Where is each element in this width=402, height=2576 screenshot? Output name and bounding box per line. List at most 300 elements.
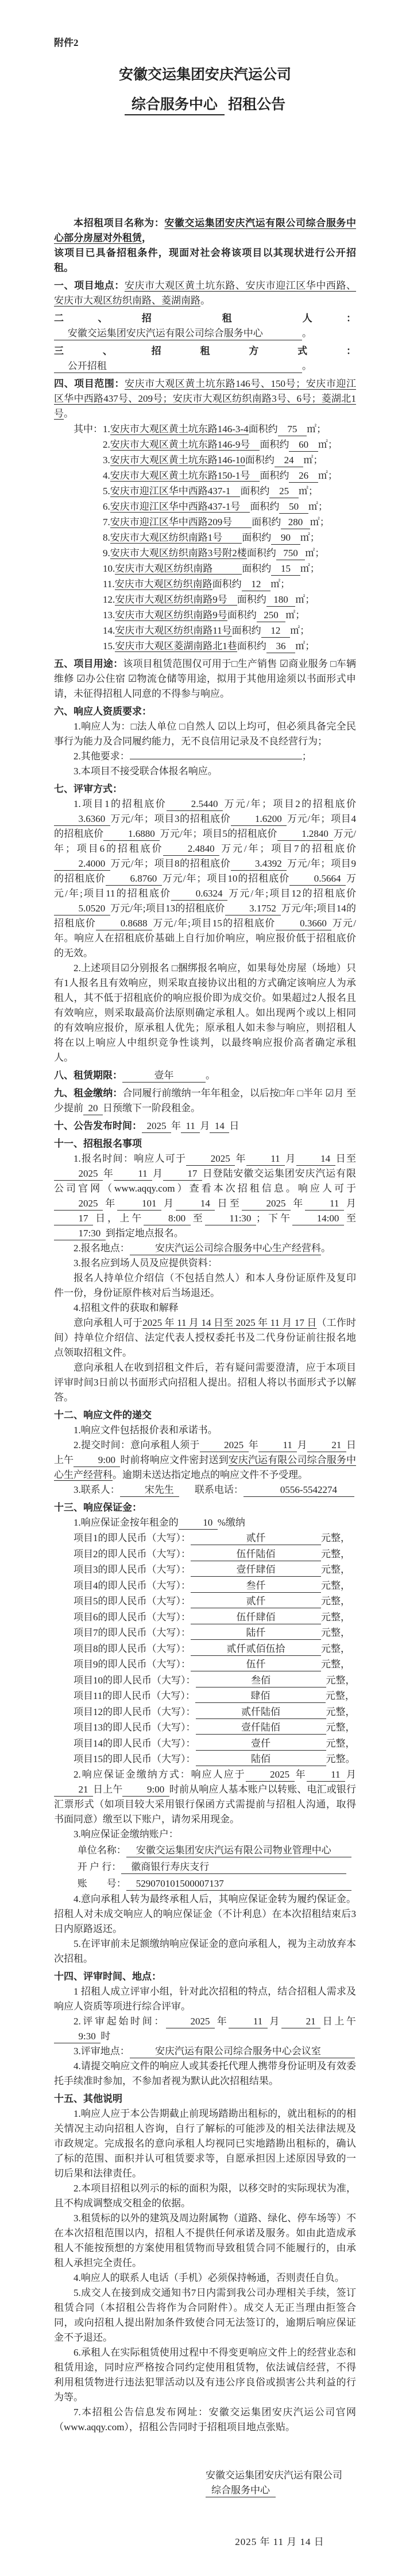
registration-time-run: 11 <box>246 1152 285 1166</box>
scope-item-area-value: 15 <box>271 562 300 576</box>
method-value: 公开招租 <box>54 359 302 373</box>
project-name-value: 安徽交运集团安庆汽运有限公司综合服务中心部分房屋对外租赁 <box>54 218 357 243</box>
floor-price-run: 1.6200 <box>231 812 287 826</box>
deposit-account-list <box>54 1842 356 1892</box>
floor-price-run: 2.4000 <box>54 857 110 871</box>
floor-price-run: 万元/年；项目6的招租底价 <box>54 828 356 854</box>
review-method-item-2: 2.上述项目☑分别报名 □捆绑报名响应，如果每处房屋（场地）只有1人报名且有效响应，则采取直接协议出租的方式确定该响应人为承租人，其不低于招租底价的响应报价即为成交价。如果超过2人报名且有效响应，则采取最高价法原则确定承租人。如出现两个或以上相同的有效响应报价，原承租人优先；原承租人如未参与响应，则招租人将在以上响应人中组织竞争性谈判，以最终响应报价高者确定承租人。 <box>54 963 356 1063</box>
scope-item-number: 1. <box>103 424 110 434</box>
section-11-label: 十一、招租报名事项 <box>54 1138 142 1149</box>
section-9-rent-payment <box>54 1086 356 1116</box>
document-obtain-run: （工作时间）持单位介绍信、法定代表人授权委托书及二代身份证前往报名地点领取招租文件。 <box>54 1317 356 1358</box>
location-value: 安庆市大观区黄土坑东路、安庆市迎江区华中西路、安庆市大观区纺织南路、菱湖南路 <box>54 280 357 306</box>
scope-value: 安庆市大观区黄土坑东路146号、150号；安庆市迎江区华中西路437号、209号；安庆市大观区纺织南路3号、6号；菱湖北1号 <box>54 378 356 419</box>
floor-price-paragraph <box>54 797 356 961</box>
lease-term-value: 壹年 <box>122 1069 206 1083</box>
floor-price-run: 0.5664 <box>289 872 346 886</box>
deposit-rate-run: %缴纳 <box>217 1517 245 1528</box>
other-note-7: 7.本招租公告信息发布网址：安徽交运集团安庆汽运公司官网（www.aqqy.com），招租公告同时于招租项目地点张贴。 <box>54 2406 356 2433</box>
floor-price-run: 万元/年。响应人在招租底价基础上自行加价响应，响应报价低于招租底价的无效。 <box>54 918 356 959</box>
scope-item <box>103 530 356 545</box>
section-15-label: 十五、其他说明 <box>54 2093 122 2104</box>
floor-price-run: 1.6880 <box>103 827 160 841</box>
registration-time-paragraph <box>54 1151 356 1241</box>
deposit-payment-run: 2025 <box>246 1768 295 1782</box>
scope-item-area-value: 36 <box>266 639 296 653</box>
deposit-amount-value: 伍仟陆佰 <box>191 1547 321 1561</box>
section-1-location <box>54 278 356 308</box>
scope-item-number: 2. <box>103 439 110 450</box>
scope-item-number: 15. <box>103 641 115 651</box>
section-14-label: 十四、评审时间、地点： <box>54 1970 161 1982</box>
registration-time-run: 17:30 <box>54 1227 106 1240</box>
section-9-label: 九、租金缴纳： <box>54 1088 123 1099</box>
deposit-item-tail: 元整， <box>326 1737 355 1749</box>
clarification-paragraph: 意向承租人在收到招租文件后，若有疑问需要澄清，应于本项目评审时间3日前以书面形式向招租人提出。招租人将以书面形式予以解答。 <box>54 1362 356 1403</box>
contact-phone-value: 0556-5542274 <box>243 1483 354 1497</box>
scope-item-address: 安庆市大观区黄土坑东路146-10 <box>110 455 245 465</box>
account-row <box>78 1842 356 1859</box>
registration-materials-body: 报名人持单位介绍信（不包括自然人）和本人身份证原件及复印件一份，身份证原件核对后当场退还。 <box>54 1273 356 1298</box>
scope-item <box>103 561 356 576</box>
scope-item-area-value: 280 <box>281 515 310 529</box>
section-2-tail: 。 <box>302 328 312 339</box>
qualification-item-2 <box>54 749 356 764</box>
account-row <box>78 1875 356 1892</box>
scope-item <box>103 607 356 623</box>
registration-time-run: 11 <box>114 1167 152 1181</box>
registration-place-item <box>54 1241 356 1256</box>
section-3-method <box>54 344 356 374</box>
advance-days-value: 20 <box>83 1101 103 1115</box>
review-start-time-run: 日上午 <box>320 2015 357 2027</box>
scope-item-area-label: 面积约 <box>212 579 242 589</box>
submission-time-run: 2.提交时间：意向承租人须于 <box>74 1440 200 1450</box>
other-note-4: 4.响应人的联系人电话（手机）必须保持畅通，否则责任自负。 <box>74 2272 345 2283</box>
scope-item-area-value: 12 <box>242 577 271 591</box>
document-obtain-paragraph <box>54 1316 356 1360</box>
signature-block <box>206 2468 342 2498</box>
deposit-payment-run: 月 <box>345 1768 357 1780</box>
registration-time-run: 1.报名时间：响应人可于 <box>74 1153 187 1164</box>
month-unit: 月 <box>200 1120 210 1131</box>
deposit-amount-value: 陆仟 <box>191 1626 321 1640</box>
review-panel-paragraph: 1 招租人成立评审小组，针对此次招租的特点，结合招租人需求及响应人资质等项进行综合评审。 <box>54 1985 356 2012</box>
deposit-amount-value: 贰仟陆佰 <box>196 1705 326 1719</box>
deposit-item <box>74 1530 356 1546</box>
floor-price-run: 万元/年;项目11的招租底价 <box>54 873 357 899</box>
deposit-account-heading: 3.响应保证金缴纳账户： <box>74 1828 179 1840</box>
registration-time-run: 日至 <box>215 1198 242 1209</box>
scope-item-area-label: 面积约 <box>245 455 275 465</box>
registration-materials-heading: 3.报名应到场人员及应提供资料： <box>74 1258 218 1268</box>
floor-price-run: 0.3660 <box>276 917 332 930</box>
scope-item-unit: ㎡； <box>285 610 306 620</box>
document-title-line2 <box>54 95 356 115</box>
deposit-item-tail: 元整， <box>321 1659 350 1670</box>
scope-item-number: 10. <box>103 563 115 574</box>
contact-name-label: 3.联系人： <box>74 1484 120 1495</box>
floor-price-run: 0.8688 <box>96 917 152 930</box>
registration-time-run: 日，上午 <box>93 1213 144 1224</box>
floor-price-run: 万元/年；项目2的招租底价 <box>223 798 356 809</box>
floor-price-run: 万元/年；项目5的招租底价 <box>160 828 277 839</box>
registration-time-run: ；下午 <box>256 1213 293 1224</box>
scope-item-address: 安庆市大观区黄土坑东路146-9号 <box>110 439 260 450</box>
section-8-label: 八、租赁期限： <box>54 1070 122 1081</box>
floor-price-run: 万元/年；项目4的招租底价 <box>54 813 356 839</box>
review-place-value: 安庆汽运有限公司综合服务中心会议室 <box>130 2044 355 2058</box>
review-start-time-run: 月 <box>267 2015 282 2027</box>
other-requirements-label: 2.其他要求： <box>74 751 130 762</box>
floor-price-run: 0.6324 <box>171 887 227 901</box>
floor-price-run: 万元/年；项目3的招租底价 <box>110 813 231 824</box>
deposit-item <box>74 1736 356 1752</box>
deposit-payment-run: 时前从响应人基本账户以转账、电汇或银行汇票形式（如项目较大采用银行保函方式需提前与招租人沟通，取得书面同意）缴至以下账户，请勿采用现金。 <box>54 1783 357 1825</box>
scope-item-list <box>54 421 356 654</box>
registration-time-run: 年 <box>103 1168 114 1179</box>
deposit-item <box>74 1609 356 1625</box>
deposit-item-label: 项目8的即人民币（大写）： <box>74 1643 191 1654</box>
deposit-amount-value: 伍仟 <box>191 1658 321 1671</box>
submission-time-paragraph <box>54 1438 356 1483</box>
scope-item-area-value: 90 <box>271 531 300 545</box>
intro-label: 本招租项目名称为： <box>74 218 165 228</box>
deposit-item-tail: 元整， <box>321 1643 350 1654</box>
deposit-item <box>74 1673 356 1689</box>
deposit-refund-paragraph: 4.意向承租人转为最终承租人后，其响应保证金转为履约保证金。招租人对未成交响应人的响应保证金（不计利息）在本次招租结束后3日内原路返还。 <box>54 1893 356 1934</box>
usage-text-with-checkboxes: 该项目租赁范围仅可用于□生产销售 ☑商业服务 □车辆维修 ☑办公住宿 ☑物流仓储等用途，拟用于其他用途须以书面形式申请，未征得招租人同意的不得参与响应。 <box>54 658 357 699</box>
scope-item <box>103 452 356 468</box>
scope-item-area-label: 面积约 <box>237 641 266 651</box>
registration-time-run: 11 <box>305 1197 343 1211</box>
attachment-label: 附件2 <box>54 37 79 48</box>
qualification-item-1: 1.响应人为：□法人单位 □自然人 ☑以上均可，但必须具备完全民事行为能力及合同履约能力，无不良信用记录及不良经营行为； <box>54 721 356 747</box>
registration-time-run: 至 <box>343 1213 357 1224</box>
deposit-amount-value: 贰仟 <box>191 1531 321 1545</box>
deposit-item <box>74 1562 356 1578</box>
document-obtain-heading: 4.招租文件的获取和解释 <box>74 1302 179 1313</box>
registration-time-run: 14 <box>176 1197 215 1211</box>
deposit-item-label: 项目11的即人民币（大写）： <box>74 1690 195 1701</box>
deposit-item-label: 项目5的即人民币（大写）： <box>74 1596 191 1607</box>
scope-item-area-value: 75 <box>278 422 307 436</box>
deposit-payment-run: 21 <box>54 1783 93 1797</box>
review-start-time-run: 时 <box>100 2030 111 2042</box>
deposit-item-tail: 元整， <box>326 1722 355 1733</box>
scope-item-unit: ㎡； <box>300 563 320 574</box>
rent-payment-text-1: 合同履行前缴纳一年年租金，以后按□年 □半年 ☑月 至少提前 <box>54 1088 356 1114</box>
registration-time-run: 14:00 <box>292 1212 344 1225</box>
registration-time-run: 11:30 <box>205 1212 256 1225</box>
scope-item-unit: ㎡； <box>295 594 315 605</box>
deposit-item-tail: 元整， <box>321 1627 350 1638</box>
other-note-5: 5.成交人在接到成交通知书7日内需到我公司办理相关手续，签订租赁合同（本招租公告将作为合同附件）。成交人无正当理由拒签合同，或向招租人提出附加条件致使合同无法签订的，逾期后响应保证金不予退还。 <box>54 2287 356 2343</box>
review-place-label: 3.评审地点： <box>74 2045 130 2057</box>
section-2-label: 二、招 租 人： <box>54 313 356 324</box>
signature-date: 2025 年 11 月 14 日 <box>235 2536 324 2547</box>
scope-item <box>103 638 356 654</box>
review-start-time-run: 9:30 <box>54 2030 100 2043</box>
deposit-item-label: 项目12的即人民币（大写）： <box>74 1706 196 1717</box>
registration-time-run: 日登陆安徽交运集团安庆汽运有限公司官网（www.aqqy.com）查看本次招租信息。响应人可于 <box>54 1168 356 1194</box>
deposit-item <box>74 1625 356 1641</box>
scope-item-unit: ㎡； <box>300 532 320 543</box>
deposit-item <box>74 1593 356 1609</box>
deposit-item <box>74 1546 356 1562</box>
registration-time-run: 年 <box>103 1198 118 1209</box>
scope-item <box>103 545 356 561</box>
floor-price-run: 万元/年;项目15的招租底价 <box>152 918 276 929</box>
scope-item <box>103 468 356 483</box>
floor-price-run: 万元/年；项目10的招租底价 <box>161 873 290 884</box>
account-field-label: 单位名称： <box>77 1844 126 1856</box>
other-note-2: 2.本项目招租以列示的标的面积为限，以移交时的实际现状为准，且不构成调整成交租金的依据。 <box>54 2182 356 2209</box>
scope-item-area-label: 面积约 <box>242 563 272 574</box>
deposit-item-label: 项目10的即人民币（大写）： <box>74 1674 196 1686</box>
scope-item-area-value: 180 <box>266 593 296 607</box>
deposit-item <box>74 1578 356 1594</box>
section-7-label: 七、评审方式： <box>54 783 122 794</box>
scope-item-unit: ㎡； <box>295 641 315 651</box>
title-underlined-part: 综合服务中心 <box>125 97 225 115</box>
deposit-amount-value: 伍仟肆佰 <box>191 1611 321 1624</box>
other-note-6: 6.承租人在实际租赁使用过程中不得变更响应文件上的经营业态和租赁用途，同时应严格按合同约定使用租赁物，依法诚信经营，不得利用租赁物进行违法犯罪活动以及有违公序良俗或损害公共利益的行为等。 <box>54 2346 356 2403</box>
section-12-label: 十二、响应文件的递交 <box>54 1410 152 1421</box>
deposit-item-label: 项目1的即人民币（大写）： <box>74 1533 191 1543</box>
deposit-rate-run: 10 <box>179 1516 218 1530</box>
floor-price-run: 2.5440 <box>167 797 223 811</box>
floor-price-run: 6.8760 <box>106 872 162 886</box>
review-start-time-run: 2.评审起始时间： <box>74 2015 167 2027</box>
section-8-tail: 。 <box>206 1070 215 1081</box>
deposit-item-tail: 元整， <box>321 1611 350 1623</box>
day-unit: 日 <box>229 1120 239 1131</box>
scope-item-unit: ㎡； <box>307 424 327 434</box>
deposit-payment-paragraph <box>54 1767 356 1827</box>
deposit-item <box>74 1704 356 1720</box>
floor-price-run: 1.2840 <box>277 827 334 841</box>
registration-time-run: 年 <box>291 1198 306 1209</box>
registration-time-run: 8:00 <box>144 1212 190 1225</box>
scope-item-address: 安庆市迎江区华中西路437-1号 <box>110 501 250 512</box>
deposit-item-tail: 元整， <box>321 1580 350 1591</box>
intro-paragraph-line2: 该项目已具备招租条件，现面对社会将该项目以其现状进行公开招租。 <box>54 247 356 273</box>
floor-price-run: 3.6360 <box>54 812 110 826</box>
scope-item-unit: ㎡； <box>298 486 318 496</box>
signature-company: 安徽交运集团安庆汽运有限公司 <box>206 2469 342 2481</box>
scope-item-address: 安庆市大观区纺织南路11号 <box>115 625 232 636</box>
scope-item-number: 11. <box>103 579 115 589</box>
deposit-item-label: 项目3的即人民币（大写）： <box>74 1564 191 1575</box>
scope-item <box>103 576 356 592</box>
deposit-amount-value: 肆佰 <box>195 1689 326 1703</box>
review-start-time-paragraph <box>54 2014 356 2044</box>
title-rest: 招租公告 <box>224 97 286 112</box>
deposit-item-label: 项目2的即人民币（大写）： <box>74 1548 191 1559</box>
intro-paragraph-line1 <box>54 216 356 246</box>
deposit-list <box>54 1530 356 1767</box>
deposit-amount-value: 叁仟 <box>191 1579 321 1593</box>
registration-time-run: 年 <box>235 1153 246 1164</box>
scope-item <box>74 421 356 437</box>
scope-item-area-label: 面积约 <box>246 548 276 558</box>
scope-item <box>103 623 356 638</box>
other-requirements-tail: ； <box>302 751 312 762</box>
scope-item-address: 安庆市大观区菱湖南路北1巷 <box>115 641 237 651</box>
scope-item-address: 安庆市大观区纺织南路3号附2楼 <box>110 548 247 558</box>
scope-item-area-label: 面积约 <box>242 532 272 543</box>
registration-time-run: 至 <box>190 1213 205 1224</box>
deposit-payment-run: 日上午 <box>93 1783 123 1795</box>
lessor-value: 安徽交运集团安庆汽运有限公司综合服务中心 <box>54 327 302 340</box>
review-attendance-paragraph: 4.请提交响应文件的响应人或其委托代理人携带身份证明及有效委托手续准时参加，不参加者视为默认此次招租结果。 <box>54 2060 356 2086</box>
scope-item-number: 7. <box>103 517 110 527</box>
deposit-item-tail: 元整， <box>326 1706 355 1717</box>
floor-price-run: 万元/年；项目7的招租底价 <box>219 843 356 854</box>
scope-item-area-value: 12 <box>261 624 291 638</box>
other-note-1: 1.响应人应于本公告期截止前现场踏勘出租标的，就出租标的的相关情况主动向招租人咨询，自行了解标的可能涉及的相关法律法规及市政规定。完成报名的意向承租人均视同已实地踏勘出租标的，确认了标的范围、面积并认可租赁要求等，自愿承担因上述原因导致的一切后果和法律责任。 <box>54 2108 356 2179</box>
scope-item-area-value: 60 <box>289 438 318 452</box>
deposit-payment-run: 年 <box>294 1768 307 1780</box>
scope-item-number: 12. <box>103 594 115 605</box>
scope-item-unit: ㎡； <box>305 548 325 558</box>
scope-item-address: 安庆市大观区纺织南路9号 <box>115 610 227 620</box>
scope-item-address: 安庆市迎江区华中西路437-1 <box>110 486 241 496</box>
deposit-amount-value: 贰仟贰佰伍拾 <box>191 1642 321 1656</box>
section-4-scope <box>54 377 356 421</box>
registration-time-run: 月 <box>343 1198 357 1209</box>
deposit-forfeit-paragraph: 5.在评审前未足额缴纳响应保证金的意向承租人，视为主动放弃本次招租。 <box>54 1938 356 1964</box>
submission-time-run: 月 <box>297 1440 307 1450</box>
contact-phone-label: 联系电话： <box>194 1484 243 1495</box>
section-6-label: 六、响应人资质要求： <box>54 706 152 717</box>
deposit-item-tail: 元整。 <box>326 1753 355 1764</box>
registration-time-run: 月 <box>285 1153 296 1164</box>
floor-price-run: 万元/年;项目12的招租底价 <box>227 888 356 899</box>
floor-price-run: 万元/年;项目14的招租底价 <box>54 903 356 929</box>
scope-item-area-value: 750 <box>276 546 306 560</box>
deposit-item <box>74 1720 356 1736</box>
registration-time-run: 日至 <box>335 1153 357 1164</box>
registration-place-tail: 。 <box>320 1243 331 1254</box>
deposit-item <box>74 1751 356 1767</box>
scope-item-unit: ㎡； <box>308 501 328 512</box>
floor-price-run: 万元/年;项目13的招租底价 <box>110 903 225 914</box>
scope-item-unit: ㎡； <box>303 455 323 465</box>
registration-time-run: 2025 <box>186 1152 235 1166</box>
review-start-time-run: 21 <box>281 2015 320 2028</box>
scope-item-area-value: 250 <box>257 608 286 622</box>
registration-time-run: 17 <box>163 1167 202 1181</box>
deposit-payment-run: 9:00 <box>122 1783 169 1797</box>
deposit-item-label: 项目6的即人民币（大写）： <box>74 1611 191 1623</box>
account-field-label: 开 户 行： <box>77 1861 122 1872</box>
submission-time-run: 2025 <box>200 1438 249 1452</box>
deposit-item-tail: 元整， <box>326 1674 355 1686</box>
scope-item-number: 5. <box>103 486 110 496</box>
deposit-item-label: 项目7的即人民币（大写）： <box>74 1627 191 1638</box>
scope-item-number: 6. <box>103 501 110 512</box>
deposit-item-tail: 元整， <box>325 1690 355 1701</box>
registration-time-run: 到指定地点报名。 <box>105 1228 184 1239</box>
deposit-rate-paragraph <box>54 1515 356 1530</box>
scope-item-unit: ㎡； <box>318 470 338 481</box>
scope-item-area-value: 24 <box>275 453 304 467</box>
section-1-label: 一、项目地点： <box>54 280 125 291</box>
section-4-tail: 。 <box>64 408 74 419</box>
contact-name-value: 宋先生 <box>120 1483 179 1497</box>
scope-item-area-label: 面积约 <box>248 424 278 434</box>
document-title-line1: 安徽交运集团安庆汽运公司 <box>118 67 291 83</box>
deposit-item <box>74 1688 356 1704</box>
deposit-item-tail: 元整， <box>321 1564 350 1575</box>
registration-place-value: 安庆汽运公司综合服务中心生产经营科 <box>130 1242 321 1255</box>
response-documents-item-1: 1.响应文件包括报价表和承诺书。 <box>74 1425 218 1436</box>
scope-item <box>103 499 356 514</box>
signature-department-underlined: 综合服务中心 <box>206 2485 276 2497</box>
submission-time-run: 。逾期未送达指定地点的响应文件不予受理。 <box>113 1469 308 1480</box>
submission-time-run: 时前将响应文件密封送到 <box>120 1454 229 1465</box>
publish-month: 11 <box>181 1119 200 1133</box>
scope-item-unit: ㎡； <box>318 439 338 450</box>
scope-item-area-label: 面积约 <box>250 501 280 512</box>
scope-item-unit: ㎡； <box>270 579 291 589</box>
submission-time-run: 日上午 <box>54 1440 357 1465</box>
account-field-value: 安徽交运集团安庆汽运有限公司物业管理中心 <box>126 1844 351 1857</box>
registration-time-run: 2025 <box>242 1197 291 1211</box>
scope-item-area-value: 50 <box>279 500 308 514</box>
review-place-item <box>54 2044 356 2059</box>
scope-item-area-label: 面积约 <box>240 486 270 496</box>
floor-price-run: 1.项目1的招租底价 <box>74 798 167 809</box>
deposit-amount-value: 陆佰 <box>196 1752 326 1766</box>
contact-item <box>54 1483 356 1498</box>
floor-price-run: 3.1752 <box>225 902 281 915</box>
year-unit: 年 <box>171 1120 181 1131</box>
floor-price-run: 2.4840 <box>163 842 219 856</box>
section-3-tail: 。 <box>302 360 312 371</box>
publish-day: 14 <box>210 1119 229 1133</box>
deposit-item <box>74 1656 356 1673</box>
deposit-amount-value: 壹仟陆佰 <box>196 1721 326 1735</box>
scope-item-number: 8. <box>103 532 110 543</box>
submission-time-run: 11 <box>258 1438 297 1452</box>
deposit-amount-value: 壹仟 <box>196 1737 326 1751</box>
deposit-item-label: 项目14的即人民币（大写）： <box>74 1737 196 1749</box>
scope-item-address: 安庆市大观区纺织南路9号 <box>115 594 237 605</box>
deposit-amount-value: 贰仟 <box>191 1595 321 1608</box>
publish-year: 2025 <box>142 1119 171 1133</box>
section-10-label: 十、公告发布时间： <box>54 1120 142 1131</box>
deposit-item <box>74 1641 356 1657</box>
registration-time-run: 月 <box>161 1198 176 1209</box>
review-start-time-run: 2025 <box>166 2015 215 2028</box>
floor-price-run: 3.4392 <box>231 857 287 871</box>
floor-price-run: 万元/年；项目8的招租底价 <box>110 858 231 869</box>
submission-time-run: 年 <box>248 1440 258 1450</box>
account-field-value: 徽商银行寿庆支行 <box>121 1860 346 1874</box>
scope-item-prefix: 其中： <box>74 424 103 434</box>
scope-item-number: 4. <box>103 470 110 481</box>
scope-item <box>103 514 356 530</box>
scope-item-address: 安庆市大观区纺织南路 <box>115 563 242 574</box>
deposit-payment-run: 2.响应保证金缴纳方式：响应人应于 <box>74 1768 246 1780</box>
scope-item-area-label: 面积约 <box>231 625 261 636</box>
registration-time-run: 2025 <box>54 1197 103 1211</box>
registration-time-run: 14 <box>296 1152 335 1166</box>
scope-item-area-label: 面积约 <box>260 470 289 481</box>
